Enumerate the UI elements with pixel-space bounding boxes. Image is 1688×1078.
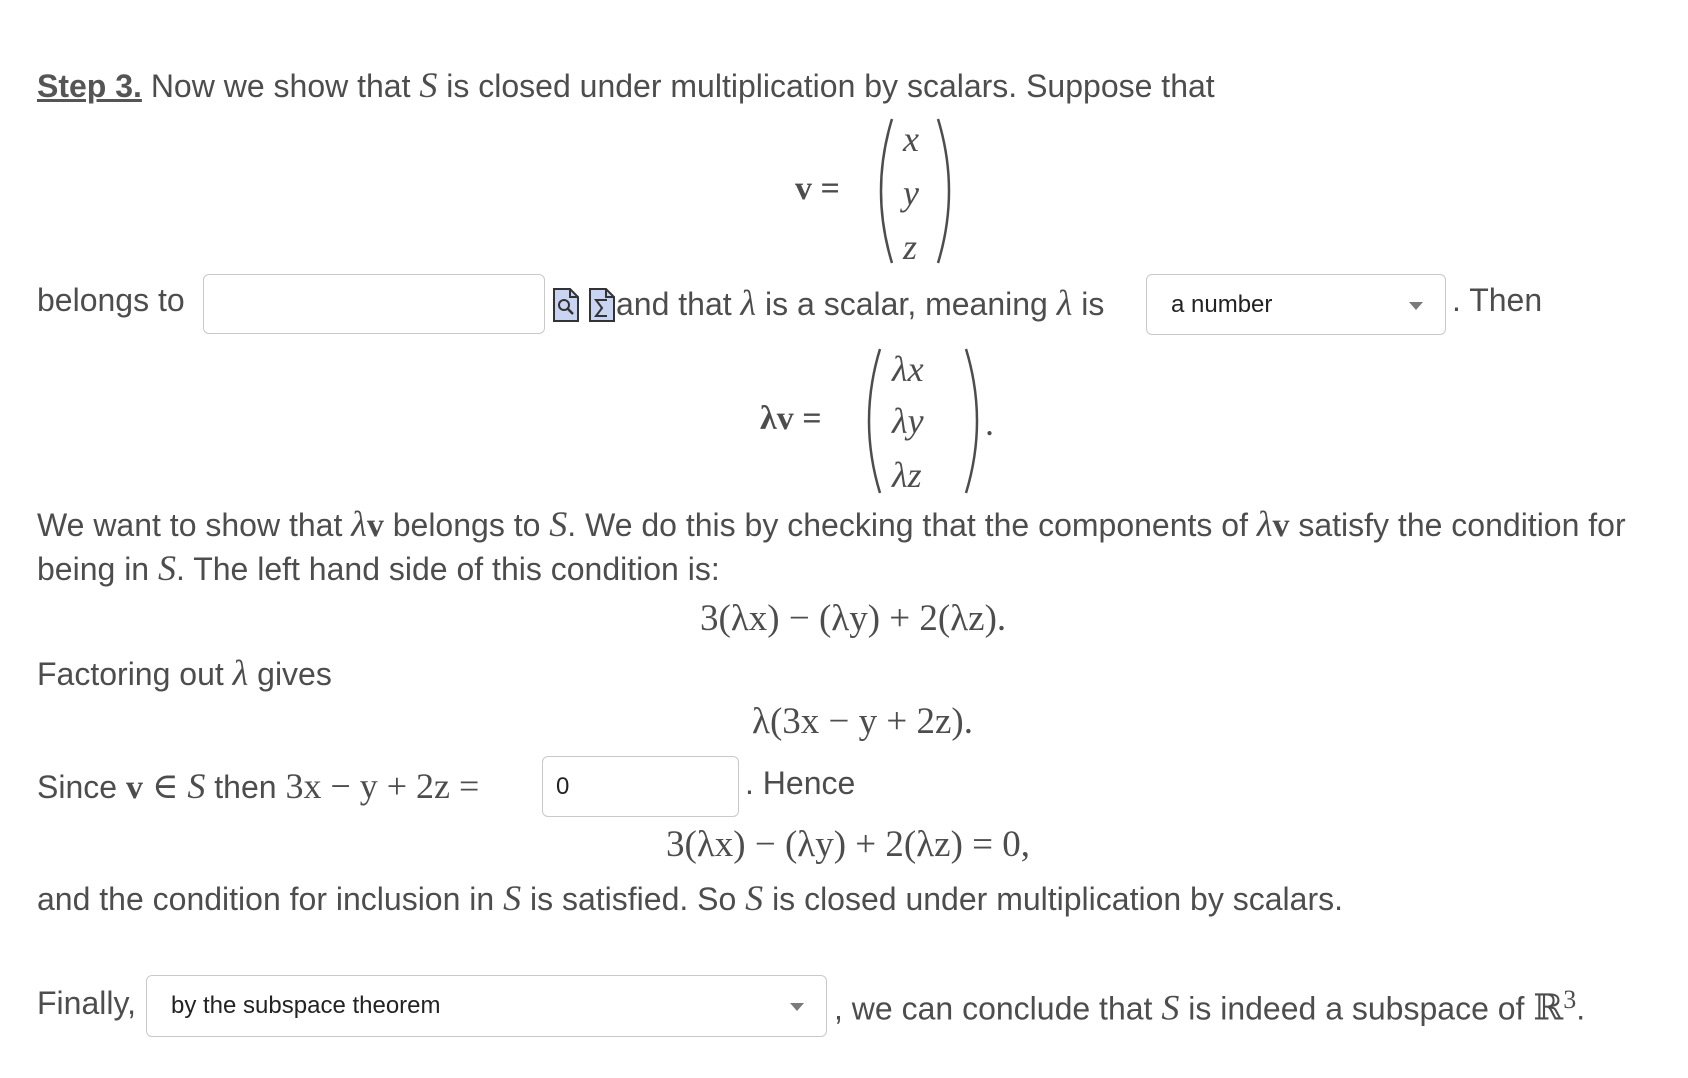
lambda-v-x: λx (892, 349, 924, 389)
subset-answer-input[interactable] (203, 274, 545, 334)
paragraph-line-2: being in S. The left hand side of this condition is: (37, 548, 720, 588)
theorem-selected: by the subspace theorem (171, 992, 441, 1019)
since-text: Since v ∈ S then 3x − y + 2z = (37, 766, 480, 806)
scalar-type-selected: a number (1171, 290, 1273, 318)
step-3-heading-line (37, 63, 1215, 108)
conclusion-subspace-text: , we can conclude that S is indeed a subspace of ℝ$^3$. (834, 985, 1586, 1028)
finally-label: Finally, (37, 985, 136, 1021)
vector-v-x: x (903, 119, 919, 159)
condition-value-input[interactable]: 0 (542, 756, 739, 817)
lambda-v-lhs: λv = (760, 400, 822, 437)
paragraph-line-1: We want to show that λv belongs to S. We do this by checking that the components of λv satisfy the condition for (37, 504, 1626, 544)
preview-icon[interactable] (552, 287, 580, 323)
condition-lhs-equation: 3(λx) − (λy) + 2(λz). (700, 598, 1007, 639)
symbol-lambda: λ (740, 283, 757, 323)
symbol-lambda: λ (1056, 283, 1073, 323)
scalar-sentence: and that λ is a scalar, meaning λ is (616, 283, 1105, 323)
lambda-v-period: . (985, 403, 994, 443)
conclusion-line: and the condition for inclusion in S is satisfied. So S is closed under multiplication by scalars. (37, 878, 1343, 918)
theorem-select[interactable] (146, 975, 827, 1037)
lambda-v-y: λy (892, 401, 924, 441)
step-label[interactable]: Step 3. (37, 68, 142, 104)
belongs-to-label: belongs to (37, 282, 185, 318)
factored-equation: λ(3x − y + 2z). (752, 701, 973, 742)
step-intro-tail: is closed under multiplication by scalars. Suppose that (437, 68, 1215, 104)
chevron-down-icon (1409, 302, 1423, 310)
vector-v-z: z (903, 227, 918, 267)
equation-editor-icon[interactable] (588, 287, 616, 323)
scalar-type-select[interactable] (1146, 274, 1446, 335)
lambda-v-z: λz (892, 455, 922, 495)
symbol-S: S (419, 65, 438, 105)
then-label: . Then (1452, 282, 1543, 318)
step-intro: Now we show that (141, 68, 420, 104)
final-equation: 3(λx) − (λy) + 2(λz) = 0, (666, 824, 1031, 865)
vector-v-lhs: v = (795, 170, 840, 207)
factoring-line: Factoring out λ gives (37, 653, 332, 693)
hence-label: . Hence (745, 765, 856, 801)
chevron-down-icon (790, 1003, 804, 1011)
vector-v-y: y (903, 173, 919, 213)
